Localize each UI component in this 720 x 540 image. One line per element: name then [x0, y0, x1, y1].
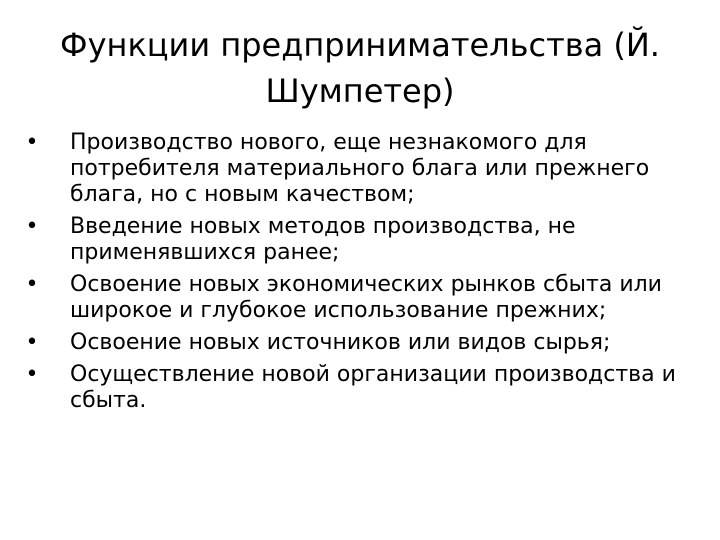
bullet-dot-icon: • [25, 214, 39, 239]
bullet-dot-icon: • [25, 272, 39, 297]
slide-title [40, 22, 680, 114]
bullet-text: Освоение новых экономических рынков сбыта или широкое и глубокое использование прежних; [70, 272, 662, 323]
bullet-item [22, 330, 702, 356]
slide-title-line-1: Функции предпринимательства (Й. [60, 26, 660, 64]
bullet-item [22, 214, 702, 266]
bullet-item [22, 272, 702, 324]
bullet-text: Освоение новых источников или видов сырья; [70, 330, 611, 355]
slide-title-line-2: Шумпетер) [265, 72, 455, 110]
bullet-dot-icon: • [25, 130, 39, 155]
bullet-text: Производство нового, еще незнакомого для потребителя материального блага или прежнего блага, но с новым качеством; [70, 130, 650, 207]
bullet-text: Осуществление новой организации производства и сбыта. [70, 362, 676, 413]
bullet-dot-icon: • [25, 330, 39, 355]
bullet-dot-icon: • [25, 362, 39, 387]
bullet-list [22, 130, 702, 420]
bullet-item [22, 362, 702, 414]
bullet-text: Введение новых методов производства, не применявшихся ранее; [70, 214, 576, 265]
bullet-item [22, 130, 702, 208]
